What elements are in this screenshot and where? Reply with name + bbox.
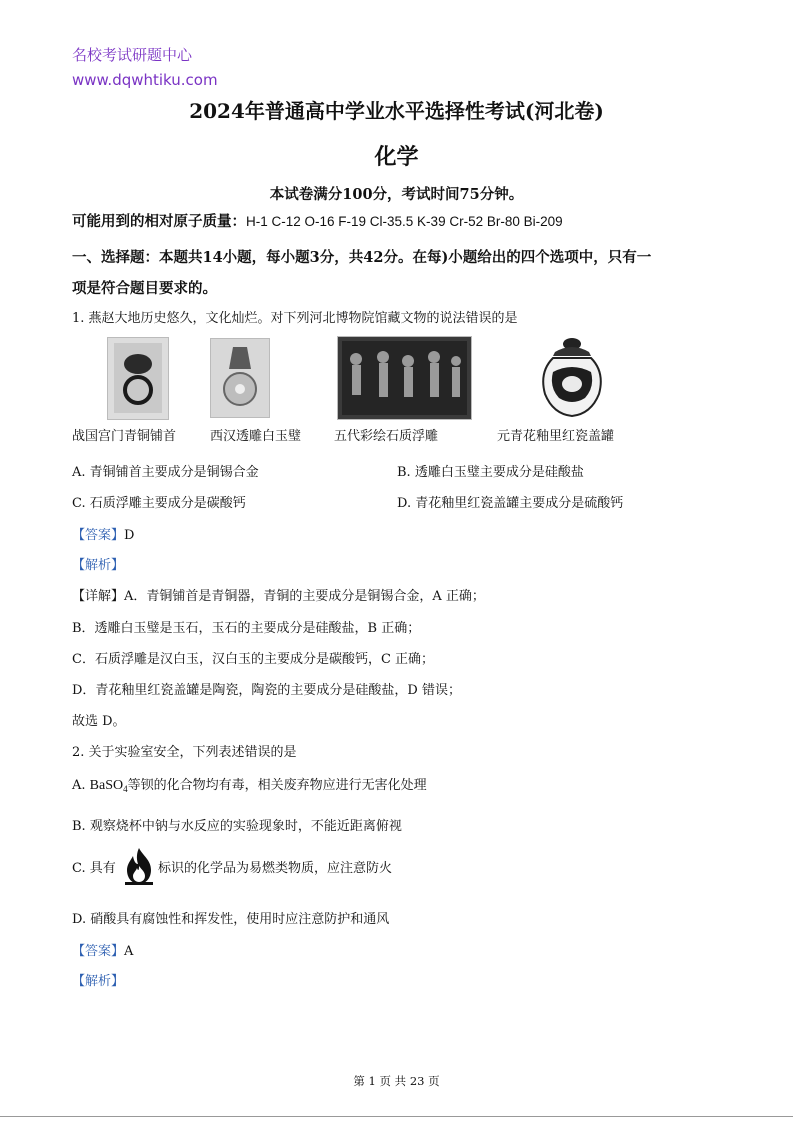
q1-detail-line-1 [72,588,485,606]
q2-formula-main: BaSO [89,778,124,793]
q2-option-d: D. 硝酸具有腐蚀性和挥发性，使用时应注意防护和通风 [72,912,390,927]
q2-formula [90,778,128,793]
section-title-line1: 一、选择题：本题共14小题，每小题3分，共42分。在每)小题给出的四个选项中，只有一 [72,249,652,266]
stone-relief-image [337,336,472,420]
subject-title: 化学 [374,144,419,170]
q2-stem: 2. 关于实验室安全，下列表述错误的是 [72,745,297,760]
atomic-mass-label: 可能用到的相对原子质量： [72,213,246,230]
q1-detail-text-1: A．青铜铺首是青铜器，青铜的主要成分是铜锡合金，A 正确； [124,589,485,604]
q1-option-b: B. 透雕白玉璧主要成分是硅酸盐 [397,465,584,480]
q2-option-a-text: 等钡的化合物均有毒，相关废弃物应进行无害化处理 [127,778,427,793]
bronze-knocker-image [107,337,169,420]
caption-jade-bi: 西汉透雕白玉璧 [210,429,302,444]
q2-answer [72,943,133,961]
q1-answer [72,527,134,545]
q1-conclusion: 故选 D。 [72,714,126,729]
q2-formula-subscript: 4 [123,784,128,794]
q1-option-c: C. 石质浮雕主要成分是碳酸钙 [72,496,246,511]
caption-stone-relief: 五代彩绘石质浮雕 [334,429,439,444]
flammable-icon [121,846,157,886]
q1-answer-value: D [124,528,135,543]
q1-option-a: A. 青铜铺首主要成分是铜锡合金 [72,465,259,480]
q1-option-d: D. 青花釉里红瓷盖罐主要成分是硫酸钙 [397,496,624,511]
section-title-line2: 项是符合题目要求的。 [72,280,217,297]
q1-detail-line-2: B．透雕白玉璧是玉石，玉石的主要成分是硅酸盐，B 正确； [72,621,421,636]
exam-title: 2024年普通高中学业水平选择性考试(河北卷) [189,99,604,123]
q2-option-c-text: 标识的化学品为易燃类物质，应注意防火 [158,861,393,876]
caption-bronze-knocker: 战国宫门青铜铺首 [72,429,177,444]
exam-info: 本试卷满分100分，考试时间75分钟。 [269,186,524,203]
atomic-mass-line [72,210,563,231]
q1-analysis-label: 【解析】 [72,558,125,573]
jade-bi-image [210,338,270,418]
q1-stem: 1. 燕赵大地历史悠久，文化灿烂。对下列河北博物院馆藏文物的说法错误的是 [72,311,518,326]
porcelain-jar-image [535,332,610,420]
q2-answer-value: A [124,944,134,959]
page-number: 第 1 页 共 23 页 [353,1074,440,1088]
q2-option-a [72,777,427,798]
watermark-org: 名校考试研题中心 [72,46,193,64]
q2-analysis-label: 【解析】 [72,974,125,989]
q1-detail-line-4: D．青花釉里红瓷盖罐是陶瓷，陶瓷的主要成分是硅酸盐，D 错误； [72,683,461,698]
watermark-url: www.dqwhtiku.com [72,71,218,89]
atomic-mass-values: H-1 C-12 O-16 F-19 Cl-35.5 K-39 Cr-52 Br-80 Bi-209 [246,214,563,229]
q1-answer-label: 【答案】 [72,528,125,543]
q1-detail-label: 【详解】 [72,589,125,604]
q2-option-a-prefix: A. [72,778,90,793]
q2-answer-label: 【答案】 [72,944,125,959]
footer-divider [0,1116,793,1117]
caption-porcelain-jar: 元青花釉里红瓷盖罐 [497,429,615,444]
q2-option-c-prefix: C. 具有 [72,861,116,876]
q2-option-b: B. 观察烧杯中钠与水反应的实验现象时，不能近距离俯视 [72,819,402,834]
q1-detail-line-3: C．石质浮雕是汉白玉，汉白玉的主要成分是碳酸钙，C 正确； [72,652,435,667]
